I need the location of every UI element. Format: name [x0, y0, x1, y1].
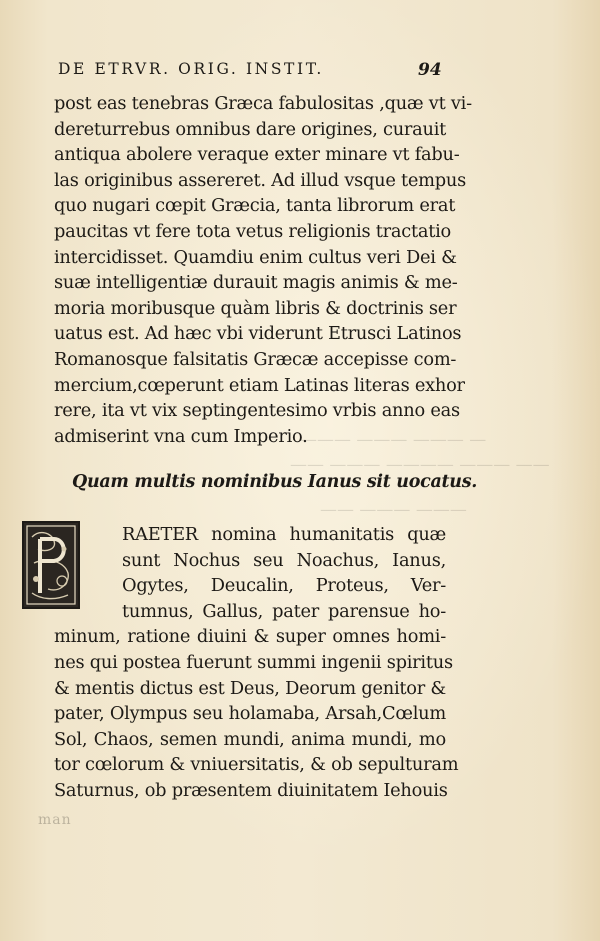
text-line: Ogytes, Deucalin, Proteus, Ver-	[122, 575, 446, 597]
text-line: las originibus assereret. Ad illud vsque tempus	[54, 169, 466, 191]
text-line: & mentis dictus est Deus, Deorum genitor &	[54, 677, 446, 699]
text-line: pater, Olympus seu holamaba, Arsah,Cœlum	[54, 703, 446, 725]
text-line: minum, ratione diuini & super omnes homi-	[54, 626, 446, 648]
running-title: DE ETRVR. ORIG. INSTIT.	[58, 60, 324, 78]
text-line: Romanosque falsitatis Græcæ accepisse com-	[54, 348, 457, 370]
text-line: Sol, Chaos, semen mundi, anima mundi, mo	[54, 728, 446, 750]
text-line: moria moribusque quàm libris & doctrinis ser	[54, 297, 457, 319]
initial-letter	[24, 523, 25, 524]
text-line: antiqua abolere veraque exter minare vt fabu-	[54, 144, 460, 166]
show-through: — ——— ——— ———	[300, 430, 487, 450]
text-line: dereturrebus omnibus dare origines, curauit	[54, 118, 447, 140]
page-number: 94	[418, 60, 442, 80]
text-line: sunt Nochus seu Noachus, Ianus,	[122, 549, 446, 571]
text-line: mercium,cœperunt etiam Latinas literas exhor	[54, 374, 465, 396]
text-line: post eas tenebras Græca fabulositas ,quæ vt vi-	[54, 93, 472, 114]
text-line: rere, ita vt vix septingentesimo vrbis anno eas	[54, 400, 460, 422]
text-line: RAETER nomina humanitatis quæ	[122, 524, 446, 545]
text-line: nes qui postea fuerunt summi ingenii spiritus	[54, 651, 453, 673]
text-line: paucitas vt fere tota vetus religionis tractatio	[54, 220, 451, 242]
paragraph-2	[54, 522, 459, 804]
text-line: tor cœlorum & vniuersitatis, & ob sepulturam	[54, 754, 459, 776]
text-line: tumnus, Gallus, pater parensue ho-	[122, 600, 446, 622]
catchword: man	[38, 812, 72, 828]
show-through: ——— ——— ——	[320, 500, 467, 520]
text-line: Saturnus, ob præsentem diuinitatem Iehouis	[54, 779, 448, 801]
text-line: suæ intelligentiæ durauit magis animis & me-	[54, 272, 458, 294]
text-line: quo nugari cœpit Græcia, tanta librorum erat	[54, 195, 456, 217]
text-line: admiserint vna cum Imperio.	[54, 425, 308, 447]
chapter-heading: Quam multis nominibus Ianus sit uocatus.	[72, 472, 478, 492]
text-line: uatus est. Ad hæc vbi viderunt Etrusci Latinos	[54, 323, 462, 345]
paragraph-1	[54, 91, 472, 449]
show-through: —— ——— ———— ——— ——	[290, 455, 550, 475]
text-line: intercidisset. Quamdiu enim cultus veri Dei &	[54, 246, 457, 268]
